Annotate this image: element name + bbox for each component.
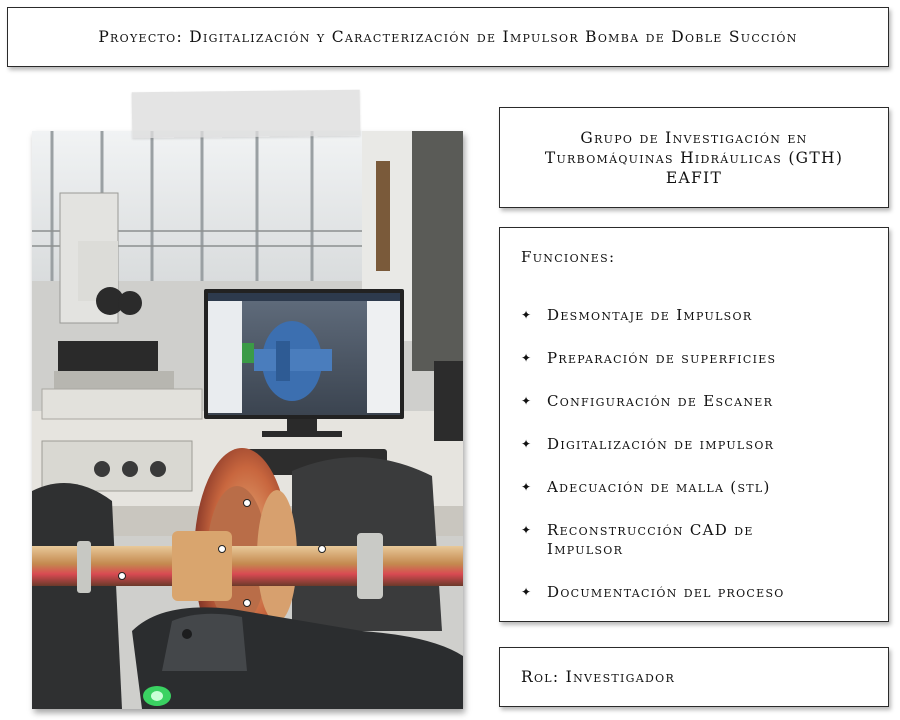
function-label: Configuración de Escaner bbox=[547, 392, 774, 410]
star-bullet-icon: ✦ bbox=[521, 585, 533, 599]
function-item bbox=[521, 306, 871, 325]
function-item bbox=[521, 435, 871, 454]
star-bullet-icon: ✦ bbox=[521, 523, 533, 537]
function-item bbox=[521, 478, 871, 497]
title-box bbox=[7, 7, 889, 67]
group-line-3: EAFIT bbox=[665, 168, 723, 187]
star-bullet-icon: ✦ bbox=[521, 480, 533, 494]
functions-heading: Funciones: bbox=[521, 248, 616, 266]
lab-photo bbox=[32, 131, 463, 709]
star-bullet-icon: ✦ bbox=[521, 351, 533, 365]
function-label: Documentación del proceso bbox=[547, 583, 785, 601]
project-title: Proyecto: Digitalización y Caracterización de Impulsor Bomba de Doble Succión bbox=[98, 28, 798, 46]
group-line-2: Turbomáquinas Hidráulicas (GTH) bbox=[544, 148, 844, 167]
star-bullet-icon: ✦ bbox=[521, 394, 533, 408]
functions-box bbox=[499, 227, 889, 622]
tape-strip bbox=[132, 90, 360, 138]
role-label: Rol: Investigador bbox=[521, 668, 676, 686]
function-label: Desmontaje de Impulsor bbox=[547, 306, 753, 324]
lab-photo-illustration bbox=[32, 131, 463, 709]
role-box bbox=[499, 647, 889, 707]
function-item bbox=[521, 392, 871, 411]
star-bullet-icon: ✦ bbox=[521, 308, 533, 322]
function-label: Preparación de superficies bbox=[547, 349, 777, 367]
function-label: Reconstrucción CAD de Impulsor bbox=[547, 521, 754, 558]
function-label: Adecuación de malla (stl) bbox=[547, 478, 771, 496]
function-item bbox=[521, 349, 871, 368]
star-bullet-icon: ✦ bbox=[521, 437, 533, 451]
function-item bbox=[521, 583, 871, 602]
function-item bbox=[521, 521, 791, 559]
function-label: Digitalización de impulsor bbox=[547, 435, 775, 453]
research-group-box bbox=[499, 107, 889, 208]
group-line-1: Grupo de Investigación en bbox=[580, 128, 808, 147]
